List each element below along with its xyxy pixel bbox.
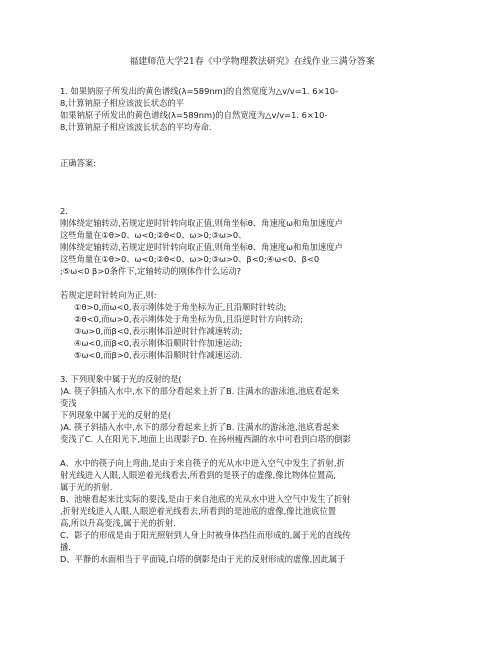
- q2-answer-item: ⑤ω<0,而β>0,表示刚体沿顺时针作减速运动.: [74, 350, 243, 360]
- q2-answer-item: ④ω<0,而β<0,表示刚体沿顺时针作加速运动;: [74, 338, 243, 348]
- q2-answer-intro: 若规定逆时针转向为正,则:: [60, 290, 157, 300]
- q3-explanation-line: D、平静的水面相当于平面镜,白塔的倒影是由于光的反射形成的虚像,因此属于: [60, 554, 346, 564]
- q1-answer-label: 正确答案:: [60, 158, 96, 168]
- q2-answer-item: ③ω>0,而β<0,表示刚体沿逆时针作减速转动;: [74, 326, 243, 336]
- q3-explanation-line: C、影子的形成是由于阳光照射到人身上时被身体挡住而形成的,属于光的直线传: [60, 530, 351, 540]
- q1-line: 8,计算钠原子相应该波长状态的平: [60, 98, 185, 108]
- q3-explanation-line: A、水中的筷子向上弯曲,是由于来自筷子的光从水中进入空气中发生了折射,折: [60, 458, 345, 468]
- question-1: [60, 85, 444, 169]
- question-3: [60, 373, 444, 565]
- q3-explanation-line: B、池塘看起来比实际的要浅,是由于来自池底的光从水中进入空气中发生了折射: [60, 494, 351, 504]
- q1-line: 如果钠原子所发出的黄色谱线(λ=589nm)的自然宽度为△v/v=1. 6×10-: [60, 110, 328, 120]
- q3-explanation-line: 属于光的折射.: [60, 482, 113, 492]
- q3-explanation-line: 播.: [60, 542, 71, 552]
- q3-line: )A. 筷子斜插入水中,水下的部分看起来上折了B. 注满水的游泳池,池底看起来: [60, 422, 340, 432]
- q1-line: 1. 如果钠原子所发出的黄色谱线(λ=589nm)的自然宽度为△v/v=1. 6×10-: [60, 86, 338, 96]
- q3-explanation-line: ,折射光线进入人眼,人眼逆着光线看去,所看到的是池底的虚像,像比池底位置: [60, 506, 337, 516]
- q3-explanation-line: 射光线进入人眼,人眼逆着光线看去,所看到的是筷子的虚像,像比物体位置高,: [60, 470, 337, 480]
- q3-line: 变浅: [60, 398, 77, 408]
- q3-line: 3. 下列现象中属于光的反射的是(: [60, 374, 182, 384]
- q2-line: 刚体绕定轴转动,若规定逆时针转向取正值,则角坐标θ、角速度ω和角加速度卢: [60, 218, 343, 228]
- q2-line: 这些角量在①θ>0、ω<0;②θ<0、ω>0;③ω>0、: [60, 230, 247, 240]
- q2-line: 这些角量在①θ>0、ω<0;②θ<0、ω>0;③ω>0、β<0;④ω<0、β<0: [60, 254, 320, 264]
- q2-line: ;⑤ω<0 β>0条件下,定轴转动的刚体作什么运动?: [60, 266, 242, 276]
- q2-answer-item: ①θ>0,而ω<0,表示刚体处于角坐标为正,且沿顺时针转动;: [74, 302, 287, 312]
- q2-answer-item: ②θ<0,而ω>0,表示刚体处于角坐标为负,且沿逆时针方向转动;: [74, 314, 303, 324]
- page-title: 福建师范大学21春《中学物理教法研究》在线作业三满分答案: [129, 57, 375, 67]
- q2-number: 2.: [60, 206, 68, 216]
- question-2: [60, 205, 444, 361]
- q3-line: 下列现象中属于光的反射的是(: [60, 410, 172, 420]
- q1-line: 8,计算钠原子相应该波长状态的平均寿命.: [60, 122, 212, 132]
- q3-line: )A. 筷子斜插入水中,水下的部分看起来上折了B. 注满水的游泳池,池底看起来: [60, 386, 340, 396]
- q3-explanation-line: 高,所以升高变浅,属于光的折射.: [60, 518, 176, 528]
- q2-line: 刚体绕定轴转动,若规定逆时针转向取正值,则角坐标θ、角速度ω和角加速度卢: [60, 242, 343, 252]
- q3-line: 变浅了C. 人在阳光下,地面上出现影子D. 在扬州瘦西湖的水中可看到白塔的倒影: [60, 434, 351, 444]
